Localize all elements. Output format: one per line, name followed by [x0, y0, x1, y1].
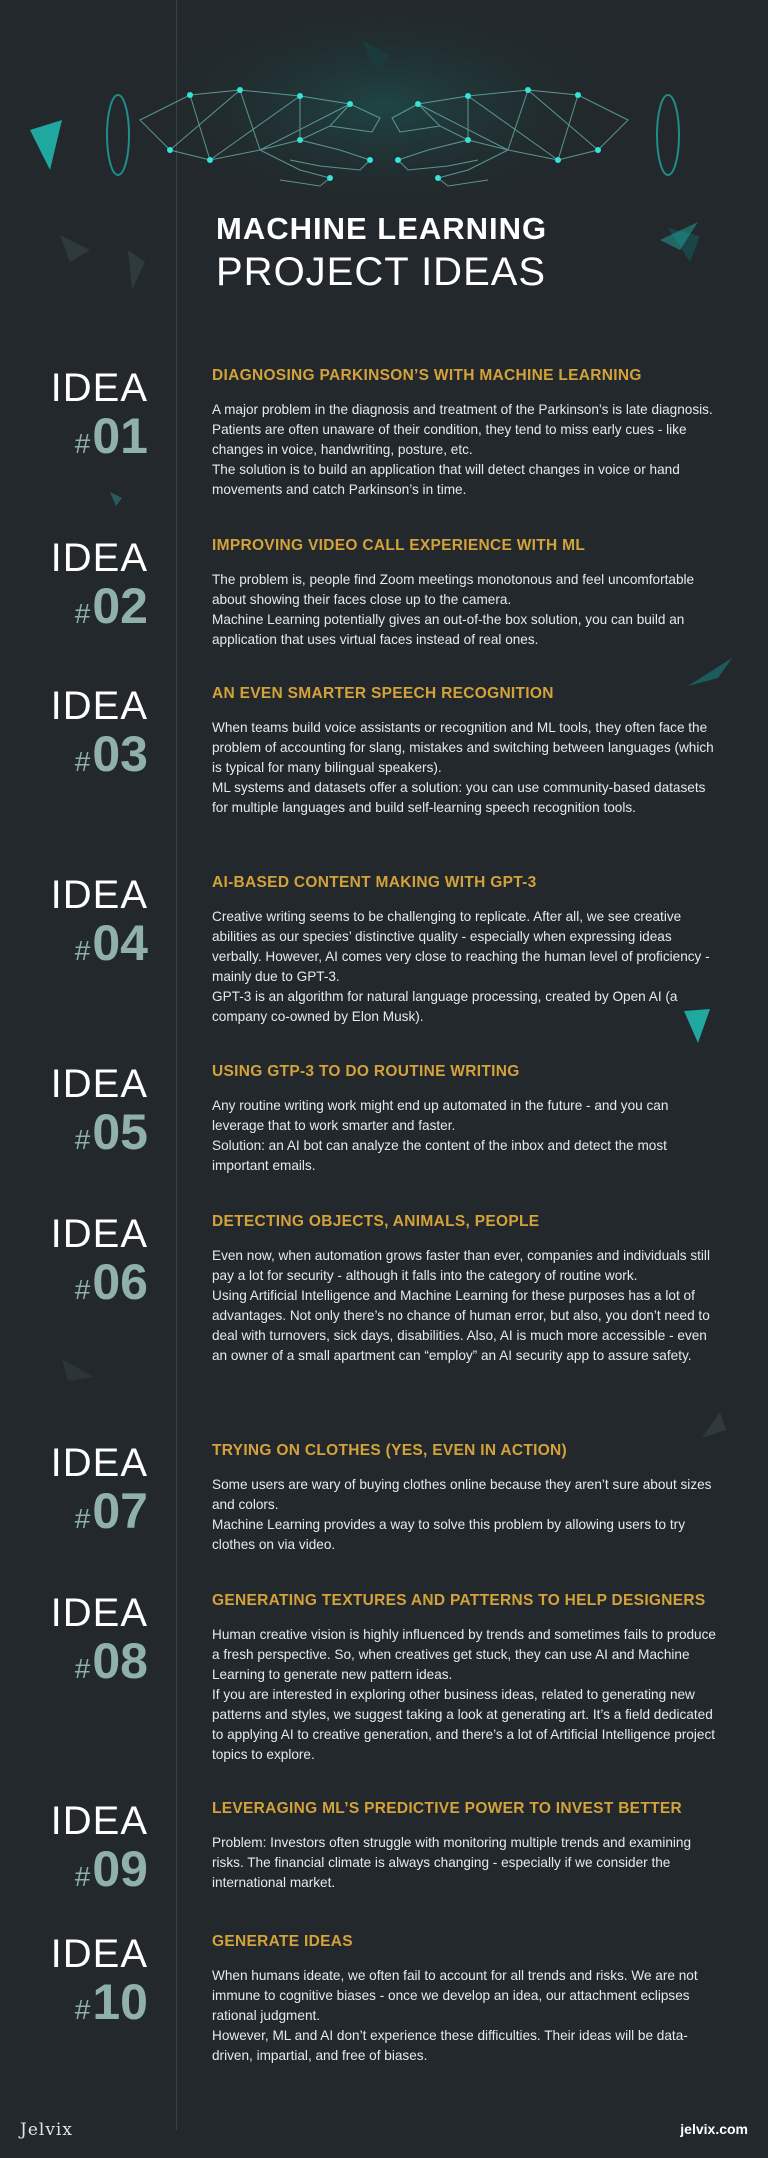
idea-paragraph: Using Artificial Intelligence and Machine Learning for these purposes has a lot of advantages. Not only there’s no chance of human error, but also, you don’t need to deal with turnovers, sick days, disabilities. Also, AI is much more accessible - even an owner of a small apartment can “employ” an AI security app to assure safety. — [212, 1288, 710, 1363]
title-line-2: PROJECT IDEAS — [216, 250, 547, 294]
idea-number — [48, 1635, 148, 1695]
idea-label — [48, 1932, 148, 2036]
idea-hash: # — [74, 1503, 91, 1534]
idea-heading: GENERATE IDEAS — [212, 1933, 353, 1950]
idea-paragraph: GPT-3 is an algorithm for natural language processing, created by Open AI (a company co-owned by Elon Musk). — [212, 989, 678, 1024]
idea-hash: # — [74, 1124, 91, 1155]
idea-word: IDEA — [50, 1212, 148, 1256]
idea-hash: # — [74, 598, 91, 629]
idea-paragraph: Even now, when automation grows faster than ever, companies and individuals still pay a lot for security - although it falls into the category of routine work. — [212, 1248, 710, 1283]
idea-word: IDEA — [50, 1062, 148, 1106]
idea-paragraph: The solution is to build an application that will detect changes in voice or hand movements and catch Parkinson’s in time. — [212, 462, 680, 497]
idea-hash: # — [74, 1861, 91, 1892]
idea-number — [48, 1106, 148, 1166]
idea-label — [48, 1799, 148, 1903]
idea-word: IDEA — [50, 1591, 148, 1635]
idea-word: IDEA — [50, 1441, 148, 1485]
idea-number — [48, 728, 148, 788]
idea-number-value: 02 — [92, 578, 148, 634]
idea-hash: # — [74, 1994, 91, 2025]
idea-paragraph: Human creative vision is highly influenced by trends and sometimes fails to produce a fresh perspective. So, when creatives get stuck, they can use AI and Machine Learning to generate new pattern ideas. — [212, 1627, 716, 1682]
idea-number — [48, 580, 148, 640]
idea-paragraph: Machine Learning potentially gives an out-of-the box solution, you can build an application that uses virtual faces instead of real ones. — [212, 612, 685, 647]
idea-number-value: 10 — [92, 1974, 148, 2030]
idea-word: IDEA — [50, 366, 148, 410]
idea-hash: # — [74, 428, 91, 459]
idea-number-value: 01 — [92, 408, 148, 464]
idea-hash: # — [74, 746, 91, 777]
idea-label — [48, 1062, 148, 1166]
idea-number-value: 07 — [92, 1483, 148, 1539]
idea-label — [48, 1441, 148, 1545]
page-title — [216, 210, 616, 296]
title-line-1: MACHINE LEARNING — [216, 211, 548, 246]
idea-word: IDEA — [50, 536, 148, 580]
idea-word: IDEA — [50, 1932, 148, 1976]
idea-word: IDEA — [50, 684, 148, 728]
idea-label — [48, 684, 148, 788]
idea-number-value: 03 — [92, 726, 148, 782]
idea-number — [48, 1485, 148, 1545]
idea-body — [212, 1625, 717, 1765]
idea-number — [48, 1843, 148, 1903]
idea-body — [212, 400, 717, 500]
idea-paragraph: A major problem in the diagnosis and treatment of the Parkinson’s is late diagnosis. Patients are often unaware of their condition, they tend to miss early cues - like changes in voice, handwriting, posture, etc. — [212, 402, 713, 457]
idea-number — [48, 917, 148, 977]
idea-number — [48, 1256, 148, 1316]
triangle-shard-icon — [700, 1410, 730, 1440]
idea-paragraph: Any routine writing work might end up automated in the future - and you can leverage that to work smarter and faster. — [212, 1098, 669, 1133]
idea-heading: AI-BASED CONTENT MAKING WITH GPT-3 — [212, 874, 537, 891]
idea-hash: # — [74, 1274, 91, 1305]
idea-heading: GENERATING TEXTURES AND PATTERNS TO HELP DESIGNERS — [212, 1592, 706, 1609]
idea-body — [212, 718, 717, 818]
idea-paragraph: Solution: an AI bot can analyze the content of the inbox and detect the most important emails. — [212, 1138, 667, 1173]
brand-logo: Jelvix — [20, 2120, 73, 2140]
idea-label — [48, 536, 148, 640]
idea-word: IDEA — [50, 1799, 148, 1843]
idea-body — [212, 1475, 717, 1555]
idea-paragraph: Some users are wary of buying clothes online because they aren’t sure about sizes and colors. — [212, 1477, 712, 1512]
idea-body — [212, 1096, 717, 1176]
idea-paragraph: Machine Learning provides a way to solve this problem by allowing users to try clothes on via video. — [212, 1517, 685, 1552]
idea-number — [48, 410, 148, 470]
robotic-hands-icon — [0, 0, 768, 360]
idea-paragraph: Creative writing seems to be challenging to replicate. After all, we see creative abilities as our species’ distinctive quality - especially when expressing ideas verbally. However, AI comes very close to reaching the human level of proficiency - mainly due to GPT-3. — [212, 909, 710, 984]
idea-number-value: 08 — [92, 1633, 148, 1689]
idea-paragraph: If you are interested in exploring other business ideas, related to generating new patterns and styles, we suggest taking a look at generating art. It’s a field dedicated to applying AI to creative generation, and there’s a lot of Artificial Intelligence project topics to explore. — [212, 1687, 716, 1762]
idea-label — [48, 1212, 148, 1316]
triangle-shard-icon — [60, 1355, 100, 1385]
idea-heading: AN EVEN SMARTER SPEECH RECOGNITION — [212, 685, 554, 702]
idea-heading: TRYING ON CLOTHES (YES, EVEN IN ACTION) — [212, 1442, 568, 1459]
idea-number-value: 05 — [92, 1104, 148, 1160]
idea-paragraph: When humans ideate, we often fail to account for all trends and risks. We are not immune to cognitive biases - once we develop an idea, our attachment eclipses rational judgment. — [212, 1968, 698, 2023]
idea-number-value: 06 — [92, 1254, 148, 1310]
idea-body — [212, 907, 717, 1027]
idea-hash: # — [74, 1653, 91, 1684]
idea-label — [48, 873, 148, 977]
idea-body — [212, 570, 717, 650]
idea-word: IDEA — [50, 873, 148, 917]
idea-paragraph: The problem is, people find Zoom meetings monotonous and feel uncomfortable about showing their faces close up to the camera. — [212, 572, 695, 607]
idea-label — [48, 366, 148, 470]
idea-body — [212, 1966, 717, 2066]
idea-body — [212, 1833, 717, 1893]
idea-paragraph: When teams build voice assistants or recognition and ML tools, they often face the problem of accounting for slang, mistakes and switching between languages (which is typical for many bilingual speakers). — [212, 720, 714, 775]
idea-heading: DETECTING OBJECTS, ANIMALS, PEOPLE — [212, 1213, 540, 1230]
idea-label — [48, 1591, 148, 1695]
site-link[interactable]: jelvix.com — [680, 2121, 748, 2137]
idea-body — [212, 1246, 717, 1366]
idea-heading: USING GTP-3 TO DO ROUTINE WRITING — [212, 1063, 520, 1080]
idea-number-value: 09 — [92, 1841, 148, 1897]
idea-paragraph: ML systems and datasets offer a solution: you can use community-based datasets for multiple languages and build self-learning speech recognition tools. — [212, 780, 706, 815]
idea-heading: LEVERAGING ML’S PREDICTIVE POWER TO INVEST BETTER — [212, 1800, 682, 1817]
idea-number — [48, 1976, 148, 2036]
idea-paragraph: Problem: Investors often struggle with monitoring multiple trends and examining risks. The financial climate is always changing - especially if we consider the international market. — [212, 1835, 692, 1890]
idea-number-value: 04 — [92, 915, 148, 971]
idea-paragraph: However, ML and AI don’t experience these difficulties. Their ideas will be data-driven, impartial, and free of biases. — [212, 2028, 688, 2063]
idea-heading: DIAGNOSING PARKINSON’S WITH MACHINE LEARNING — [212, 367, 642, 384]
triangle-shard-icon — [108, 490, 128, 510]
idea-hash: # — [74, 935, 91, 966]
idea-heading: IMPROVING VIDEO CALL EXPERIENCE WITH ML — [212, 537, 586, 554]
